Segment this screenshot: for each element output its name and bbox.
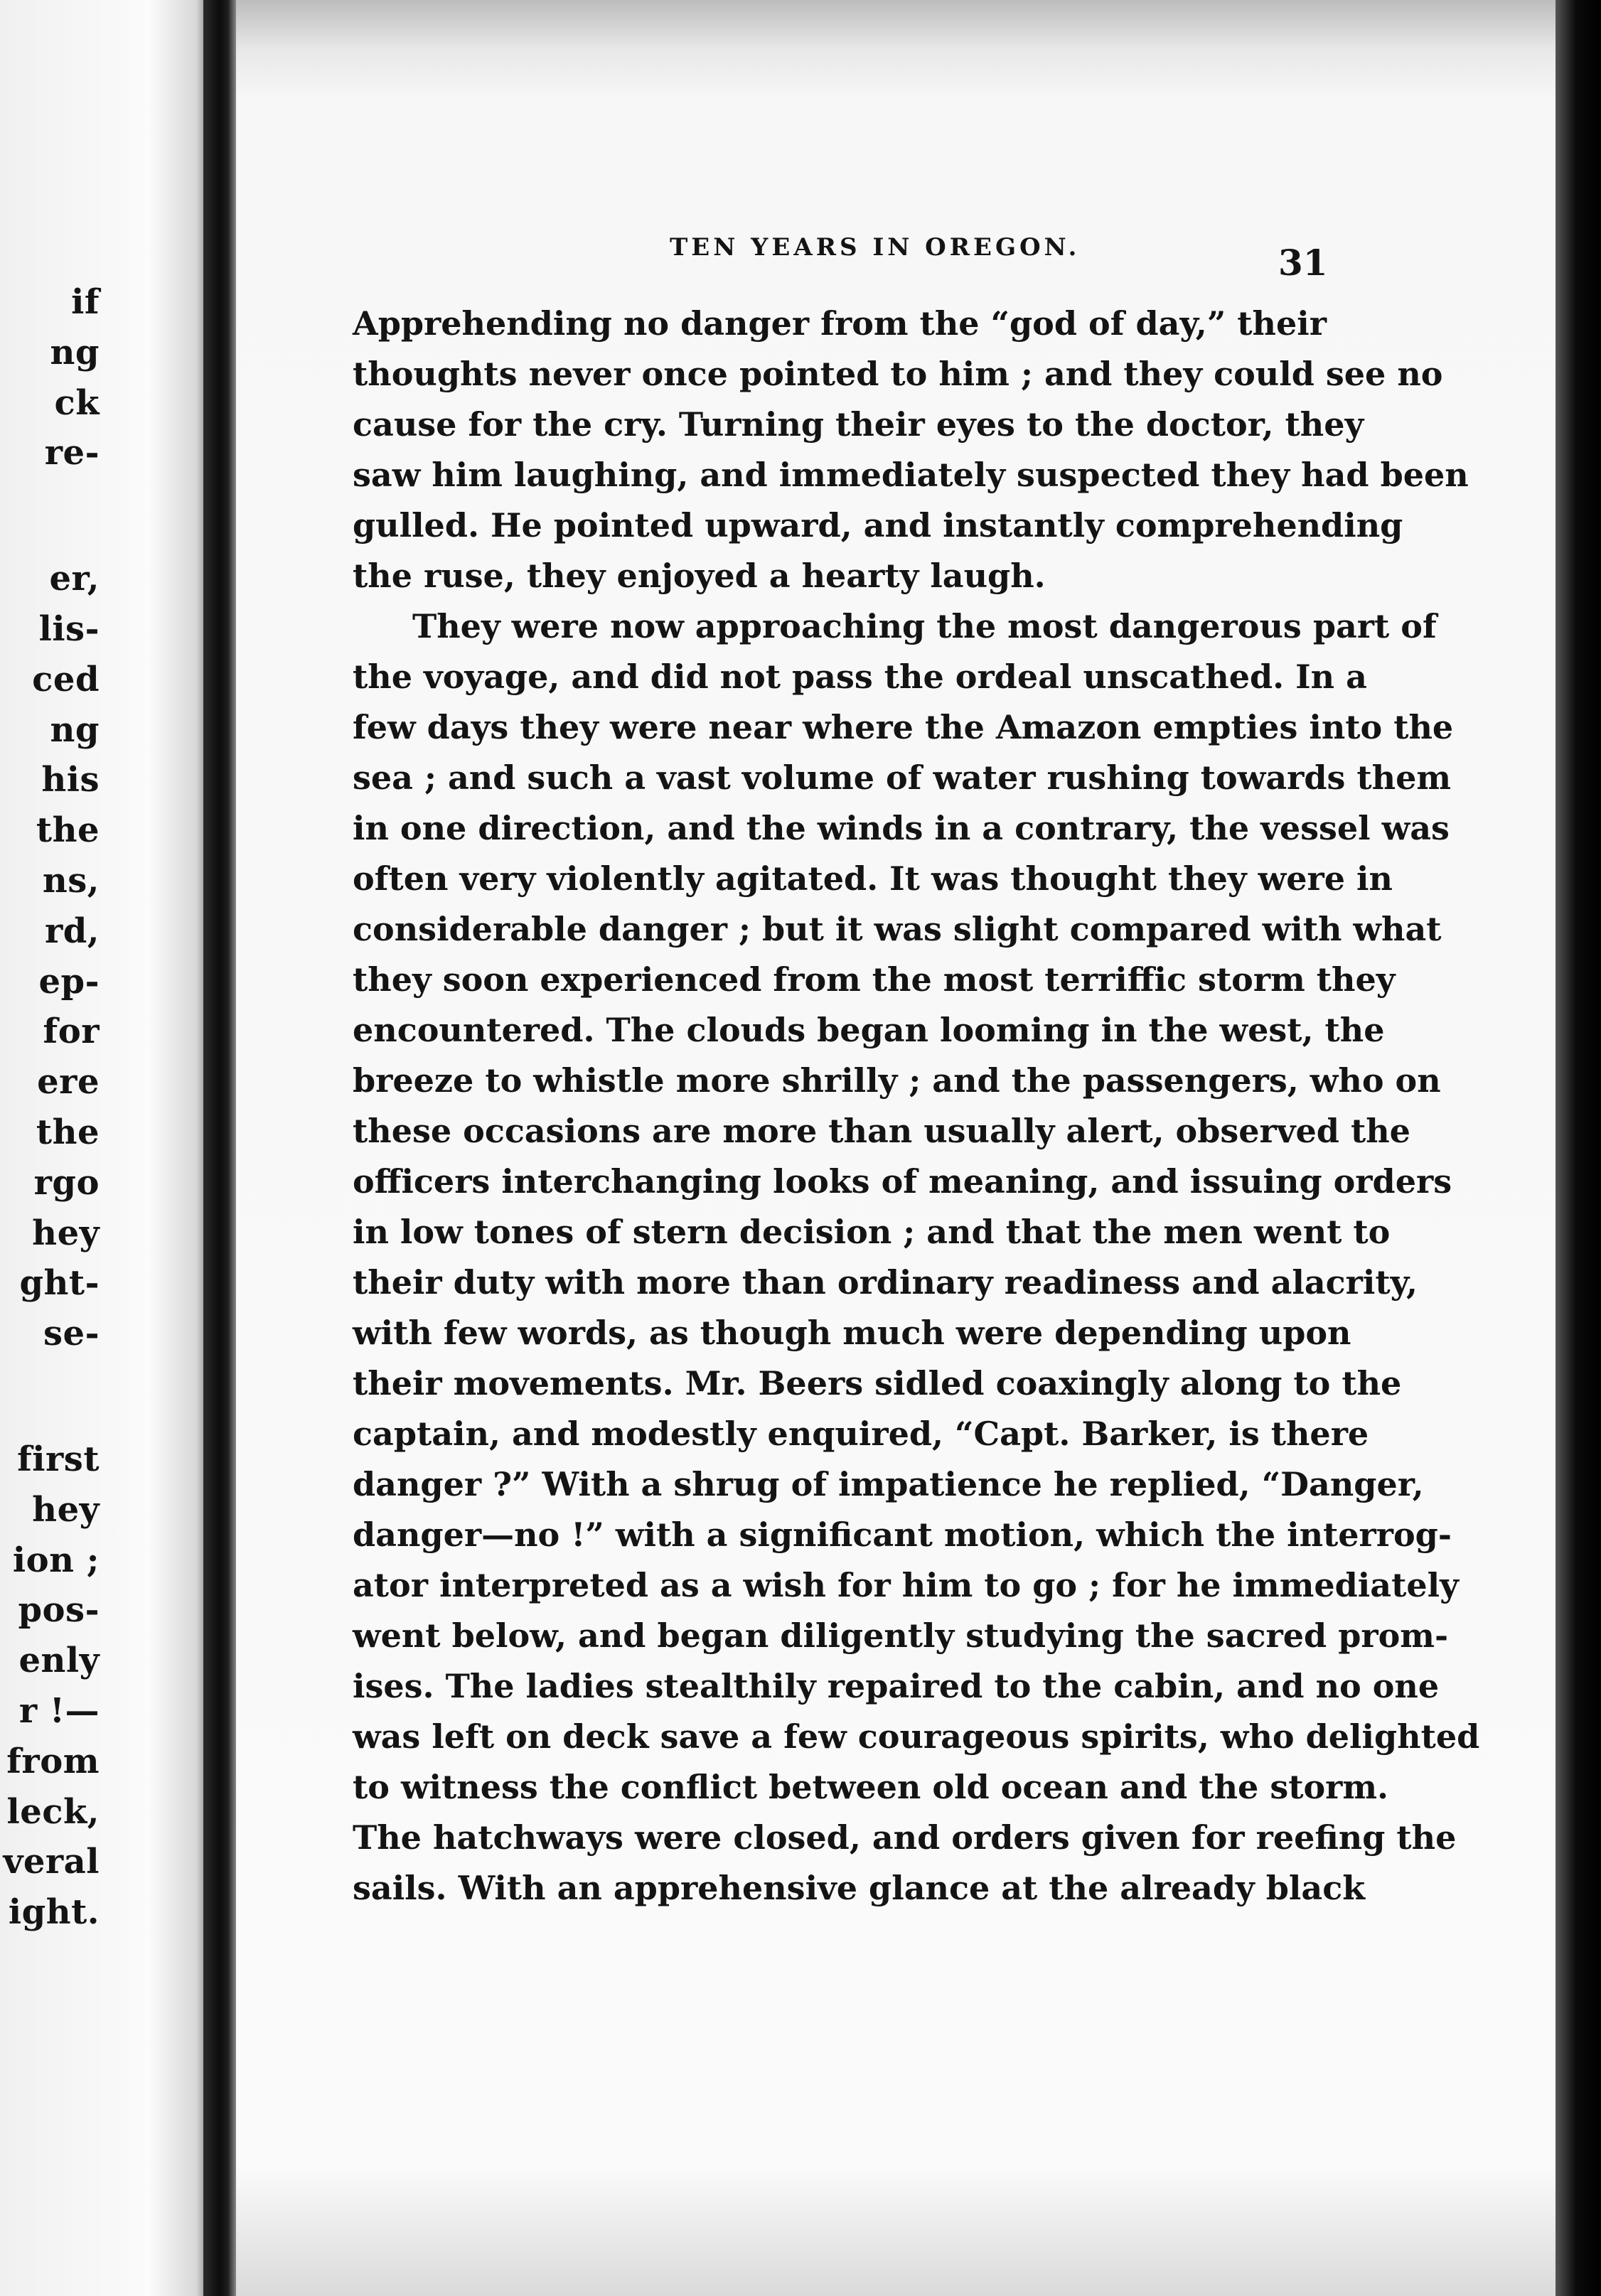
text-line: ises. The ladies stealthily repaired to the cabin, and no one <box>353 1667 1440 1705</box>
left-fragment: er, <box>49 559 100 599</box>
text-line: danger ?” With a shrug of impatience he replied, “Danger, <box>353 1465 1424 1503</box>
body-text <box>353 299 1480 1914</box>
left-fragment: r !— <box>18 1690 100 1731</box>
left-fragment: ns, <box>42 860 100 901</box>
left-page-text-fragments <box>0 277 100 1938</box>
text-line: considerable danger ; but it was slight compared with what <box>353 910 1442 948</box>
text-line: thoughts never once pointed to him ; and they could see no <box>353 355 1443 393</box>
left-fragment: rgo <box>33 1162 100 1203</box>
left-fragment <box>0 478 100 554</box>
left-fragment: hey <box>32 1213 100 1253</box>
left-fragment: ion ; <box>12 1540 100 1580</box>
text-line: The hatchways were closed, and orders given for reefing the <box>353 1818 1457 1857</box>
binding-gutter <box>203 0 236 2296</box>
text-line: saw him laughing, and immediately suspected they had been <box>353 456 1469 494</box>
text-line: They were now approaching the most dangerous part of <box>412 607 1437 645</box>
left-fragment: ced <box>32 659 100 699</box>
text-line: these occasions are more than usually alert, observed the <box>353 1112 1410 1150</box>
text-line: in low tones of stern decision ; and that the men went to <box>353 1213 1391 1251</box>
left-fragment: his <box>41 760 100 800</box>
left-fragment: ight. <box>8 1892 100 1933</box>
left-fragment: ght- <box>19 1263 100 1304</box>
left-fragment: ck <box>54 382 100 423</box>
left-fragment: from <box>6 1741 100 1781</box>
text-line: was left on deck save a few courageous spirits, who delighted <box>353 1717 1480 1756</box>
left-fragment: re- <box>44 433 100 473</box>
page-number: 31 <box>1278 242 1328 284</box>
text-line: encountered. The clouds began looming in the west, the <box>353 1011 1385 1049</box>
left-fragment: ep- <box>38 961 100 1002</box>
text-line: their movements. Mr. Beers sidled coaxingly along to the <box>353 1364 1402 1402</box>
left-fragment: veral <box>3 1842 100 1882</box>
text-line: the voyage, and did not pass the ordeal unscathed. In a <box>353 658 1367 696</box>
left-fragment: first <box>17 1439 100 1479</box>
left-fragment: ng <box>50 332 100 372</box>
text-line: sails. With an apprehensive glance at the already black <box>353 1869 1366 1907</box>
text-line: often very violently agitated. It was thought they were in <box>353 859 1393 898</box>
text-line: danger—no !” with a significant motion, which the interrog- <box>353 1516 1452 1554</box>
left-fragment: enly <box>18 1641 100 1681</box>
left-fragment: the <box>36 810 100 851</box>
text-line: sea ; and such a vast volume of water rushing towards them <box>353 758 1452 797</box>
left-fragment <box>0 1359 100 1434</box>
text-line: to witness the conflict between old ocean and the storm. <box>353 1768 1389 1806</box>
left-fragment: se- <box>43 1314 100 1354</box>
running-head: TEN YEARS IN OREGON. <box>670 233 1081 262</box>
text-line: Apprehending no danger from the “god of day,” their <box>353 304 1327 343</box>
text-line: went below, and began diligently studying the sacred prom- <box>353 1616 1449 1655</box>
left-fragment: leck, <box>6 1791 100 1832</box>
left-facing-page <box>0 0 213 2296</box>
text-line: they soon experienced from the most terriffic storm they <box>353 960 1396 999</box>
left-fragment: for <box>43 1012 100 1052</box>
text-line: gulled. He pointed upward, and instantly comprehending <box>353 506 1403 545</box>
text-line: their duty with more than ordinary readiness and alacrity, <box>353 1263 1418 1302</box>
left-fragment: ere <box>37 1062 100 1103</box>
text-line: breeze to whistle more shrilly ; and the passengers, who on <box>353 1061 1441 1100</box>
text-line: with few words, as though much were depending upon <box>353 1314 1351 1352</box>
text-line: the ruse, they enjoyed a hearty laugh. <box>353 557 1046 595</box>
text-line: officers interchanging looks of meaning, and issuing orders <box>353 1162 1452 1201</box>
text-line: few days they were near where the Amazon empties into the <box>353 708 1454 746</box>
left-fragment: lis- <box>38 608 100 649</box>
text-line: captain, and modestly enquired, “Capt. Barker, is there <box>353 1415 1369 1453</box>
text-line: ator interpreted as a wish for him to go ; for he immediately <box>353 1566 1459 1604</box>
page-edge-shadow <box>1556 0 1601 2296</box>
left-fragment: ng <box>50 709 100 750</box>
left-fragment: if <box>71 282 100 322</box>
left-fragment: hey <box>32 1489 100 1530</box>
text-line: in one direction, and the winds in a contrary, the vessel was <box>353 809 1450 847</box>
left-fragment: pos- <box>18 1590 100 1631</box>
left-fragment: the <box>36 1112 100 1152</box>
text-line: cause for the cry. Turning their eyes to the doctor, they <box>353 405 1364 444</box>
left-fragment: rd, <box>44 911 100 951</box>
